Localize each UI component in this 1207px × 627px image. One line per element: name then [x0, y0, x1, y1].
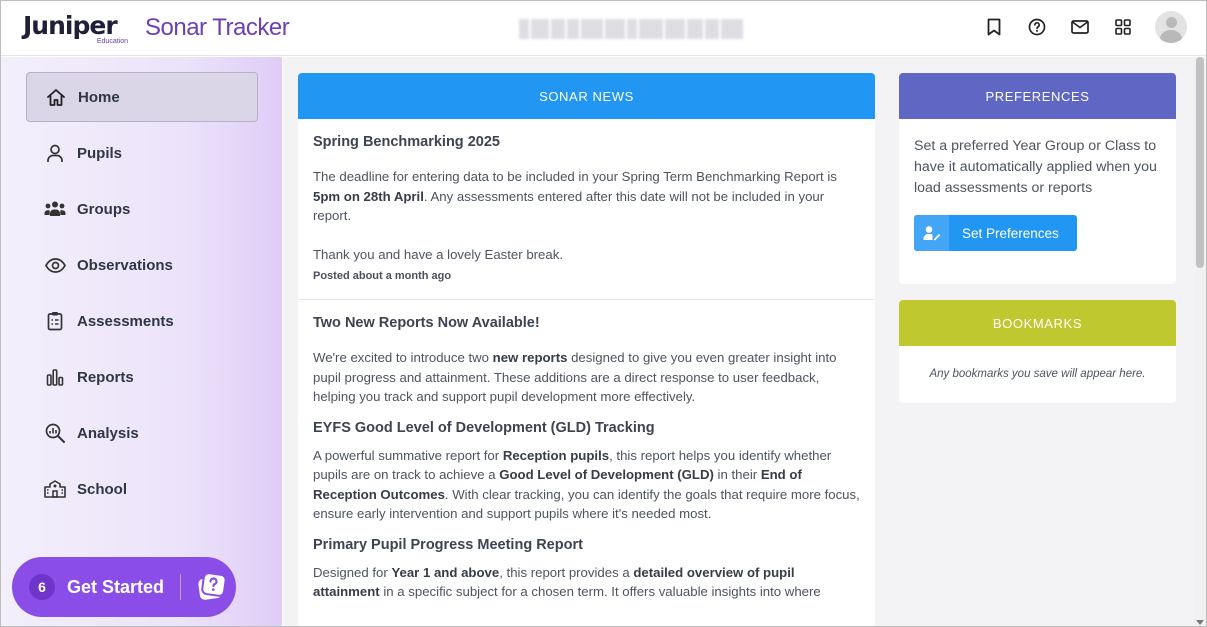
sidebar-item-groups[interactable]	[26, 184, 258, 234]
sidebar-item-label: Analysis	[77, 424, 139, 442]
news-post-paragraph: Thank you and have a lovely Easter break.	[313, 246, 563, 262]
user-settings-icon	[914, 215, 949, 251]
bookmarks-card	[899, 300, 1176, 403]
sidebar-item-school[interactable]	[26, 464, 258, 514]
news-post-paragraph: The deadline for entering data to be included in your Spring Term Benchmarking Report is 5pm on 28th April. Any assessments entered after this date will not be included in your report.	[313, 169, 837, 223]
bookmark-icon[interactable]	[983, 16, 1005, 38]
sidebar-item-pupils[interactable]	[26, 128, 258, 178]
help-chat-icon	[195, 571, 227, 603]
product-name: Sonar Tracker	[145, 14, 290, 41]
preferences-card	[899, 73, 1176, 284]
eye-icon	[44, 254, 66, 276]
sidebar-item-label: School	[77, 480, 128, 498]
sidebar-item-label: Reports	[77, 368, 134, 386]
sidebar-item-label: Observations	[77, 256, 173, 274]
user-avatar[interactable]	[1155, 11, 1187, 43]
sidebar-item-assessments[interactable]	[26, 296, 258, 346]
preferences-header: PREFERENCES	[899, 73, 1176, 119]
news-subheading: EYFS Good Level of Development (GLD) Tracking	[313, 419, 655, 436]
sidebar-item-home[interactable]	[26, 72, 258, 122]
mail-icon[interactable]	[1069, 16, 1091, 38]
main-content	[283, 57, 1194, 627]
help-icon[interactable]	[1026, 16, 1048, 38]
news-post	[298, 119, 875, 299]
clipboard-icon	[44, 310, 66, 332]
logo-text: Juniper	[23, 11, 117, 40]
page-scrollbar[interactable]	[1194, 57, 1206, 627]
news-post-date: Posted about a month ago	[313, 270, 452, 282]
sidebar-item-label: Home	[78, 88, 120, 106]
bar-chart-icon	[44, 366, 66, 388]
person-icon	[44, 142, 66, 164]
set-preferences-button[interactable]	[914, 215, 1077, 251]
sidebar-item-observations[interactable]	[26, 240, 258, 290]
analysis-icon	[44, 422, 66, 444]
preferences-description: Set a preferred Year Group or Class to have it automatically applied when you load assessments or reports	[914, 138, 1157, 196]
home-icon	[45, 86, 67, 108]
news-post-title: Spring Benchmarking 2025	[313, 134, 500, 150]
sonar-news-card	[298, 73, 875, 627]
news-subheading: Primary Pupil Progress Meeting Report	[313, 536, 583, 553]
sidebar-item-reports[interactable]	[26, 352, 258, 402]
logo-subtext: Education	[96, 38, 128, 45]
news-post	[298, 300, 875, 602]
sidebar-item-analysis[interactable]	[26, 408, 258, 458]
school-name-redacted	[519, 19, 743, 39]
bookmarks-header: BOOKMARKS	[899, 300, 1176, 346]
sonar-news-header: SONAR NEWS	[298, 73, 875, 119]
news-post-title: Two New Reports Now Available!	[313, 315, 540, 331]
top-bar	[1, 1, 1206, 56]
sidebar-item-label: Pupils	[77, 144, 123, 162]
news-post-paragraph: A powerful summative report for Reception pupils, this report helps you identify whether pupils are on track to achieve a Good Level of Development (GLD) in their End of Reception Outcomes. With clear tracking, you can identify the goals that require more focus, ensure early intervention and support pupils where it's needed most.	[313, 447, 860, 521]
school-icon	[44, 478, 66, 500]
apps-grid-icon[interactable]	[1112, 16, 1134, 38]
bookmarks-empty-message: Any bookmarks you save will appear here.	[929, 368, 1146, 380]
sidebar-item-label: Groups	[77, 200, 131, 218]
set-preferences-label: Set Preferences	[962, 225, 1059, 241]
news-post-paragraph: We're excited to introduce two new reports designed to give you even greater insight into pupil progress and attainment. These additions are a direct response to user feedback, helping you track and support pupil development more effectively.	[313, 350, 837, 404]
news-post-paragraph: Designed for Year 1 and above, this report provides a detailed overview of pupil attainment in a specific subject for a chosen term. It offers valuable insights into where	[313, 564, 821, 599]
scrollbar-thumb[interactable]	[1196, 57, 1204, 268]
sidebar-item-label: Assessments	[77, 312, 174, 330]
get-started-label: Get Started	[67, 576, 165, 597]
sidebar	[1, 57, 282, 627]
get-started-divider	[180, 574, 181, 600]
scroll-down-arrow-icon[interactable]	[1196, 620, 1204, 625]
get-started-count: 6	[29, 574, 55, 600]
group-icon	[44, 198, 66, 220]
juniper-logo[interactable]	[23, 11, 133, 47]
get-started-button[interactable]	[12, 557, 236, 617]
header-actions	[983, 11, 1187, 43]
